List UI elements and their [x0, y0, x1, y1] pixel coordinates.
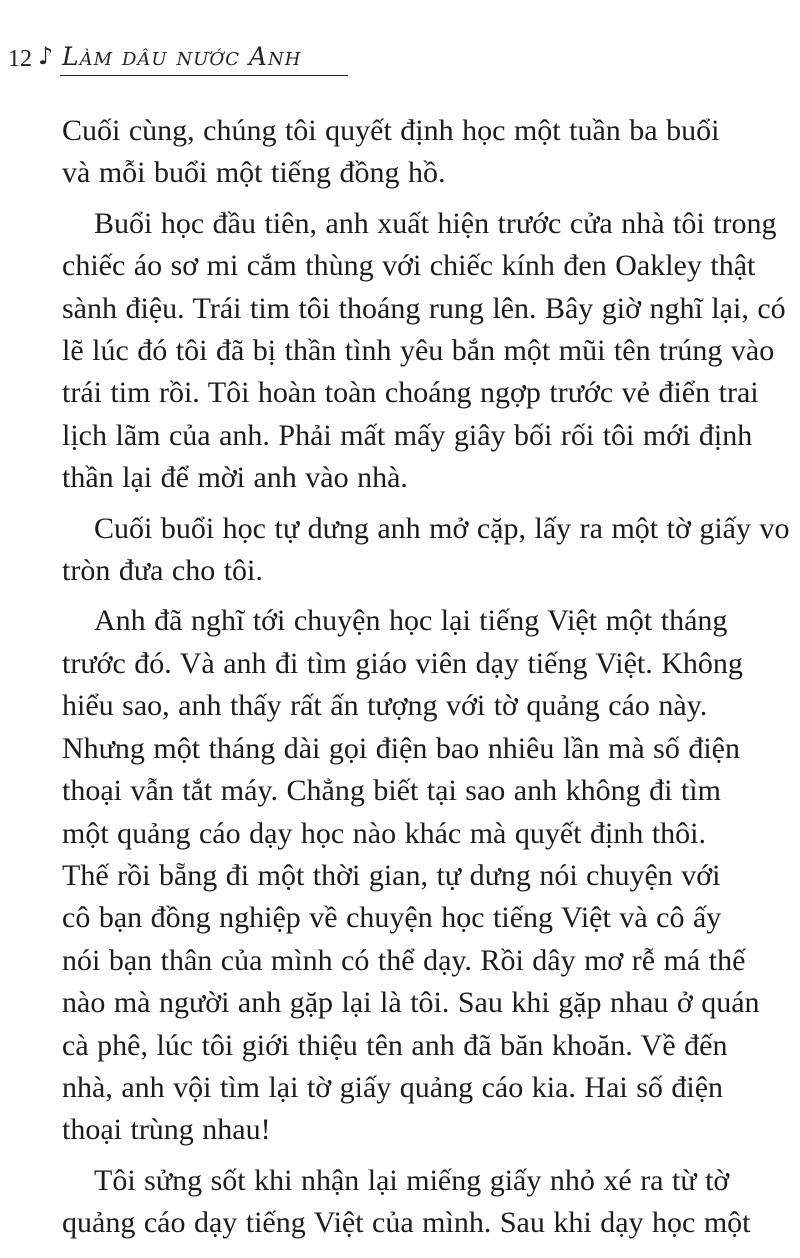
text-line: sành điệu. Trái tim tôi thoáng rung lên. Bây giờ nghĩ lại, có — [62, 291, 786, 325]
text-line: Buổi học đầu tiên, anh xuất hiện trước cửa nhà tôi trong — [94, 206, 777, 240]
text-line: Anh đã nghĩ tới chuyện học lại tiếng Việt một tháng — [94, 604, 728, 638]
text-line: nào mà người anh gặp lại là tôi. Sau khi gặp nhau ở quán — [62, 986, 760, 1020]
paragraph — [62, 203, 786, 500]
text-line: cô bạn đồng nghiệp về chuyện học tiếng Việt và cô ấy — [62, 901, 722, 935]
text-line: lẽ lúc đó tôi đã bị thần tình yêu bắn một mũi tên trúng vào — [62, 334, 775, 368]
paragraph — [62, 508, 790, 593]
text-line: Cuối buổi học tự dưng anh mở cặp, lấy ra một tờ giấy vo — [94, 511, 790, 545]
paragraph — [62, 110, 742, 195]
text-line: Cuối cùng, chúng tôi quyết định học một tuần ba buổi — [62, 114, 720, 147]
text-line: Tôi sửng sốt khi nhận lại miếng giấy nhỏ xé ra từ tờ — [94, 1163, 730, 1197]
text-line: Nhưng một tháng dài gọi điện bao nhiêu lần mà số điện — [62, 731, 740, 765]
body-text — [62, 110, 790, 1253]
paragraph — [62, 600, 760, 1151]
text-line: thần lại để mời anh vào nhà. — [62, 461, 408, 495]
text-line: một quảng cáo dạy học nào khác mà quyết định thôi. — [62, 816, 706, 850]
text-line: tròn đưa cho tôi. — [62, 554, 263, 588]
paragraph — [62, 1160, 751, 1245]
running-title: Làm dâu nước Anh — [62, 42, 302, 71]
page-header — [8, 40, 348, 80]
text-line: hiểu sao, anh thấy rất ấn tượng với tờ quảng cáo này. — [62, 689, 708, 723]
text-line: Thế rồi bẵng đi một thời gian, tự dưng nói chuyện với — [62, 858, 721, 892]
page-number: 12 — [8, 46, 32, 72]
text-line: nhà, anh vội tìm lại tờ giấy quảng cáo kia. Hai số điện — [62, 1070, 724, 1104]
music-note-icon: ♪ — [38, 42, 54, 70]
text-line: thoại vẫn tắt máy. Chẳng biết tại sao anh không đi tìm — [62, 774, 721, 808]
text-line: thoại trùng nhau! — [62, 1113, 271, 1147]
header-rule — [60, 75, 348, 76]
text-line: và mỗi buổi một tiếng đồng hồ. — [62, 156, 446, 190]
text-line: trước đó. Và anh đi tìm giáo viên dạy tiếng Việt. Không — [62, 646, 743, 680]
text-line: quảng cáo dạy tiếng Việt của mình. Sau khi dạy học một — [62, 1206, 751, 1240]
text-line: cà phê, lúc tôi giới thiệu tên anh đã băn khoăn. Về đến — [62, 1028, 728, 1062]
text-line: chiếc áo sơ mi cắm thùng với chiếc kính đen Oakley thật — [62, 249, 756, 283]
text-line: nói bạn thân của mình có thể dạy. Rồi dây mơ rễ má thế — [62, 943, 746, 977]
text-line: trái tim rồi. Tôi hoàn toàn choáng ngợp trước vẻ điển trai — [62, 376, 759, 410]
text-line: lịch lãm của anh. Phải mất mấy giây bối rối tôi mới định — [62, 418, 753, 452]
